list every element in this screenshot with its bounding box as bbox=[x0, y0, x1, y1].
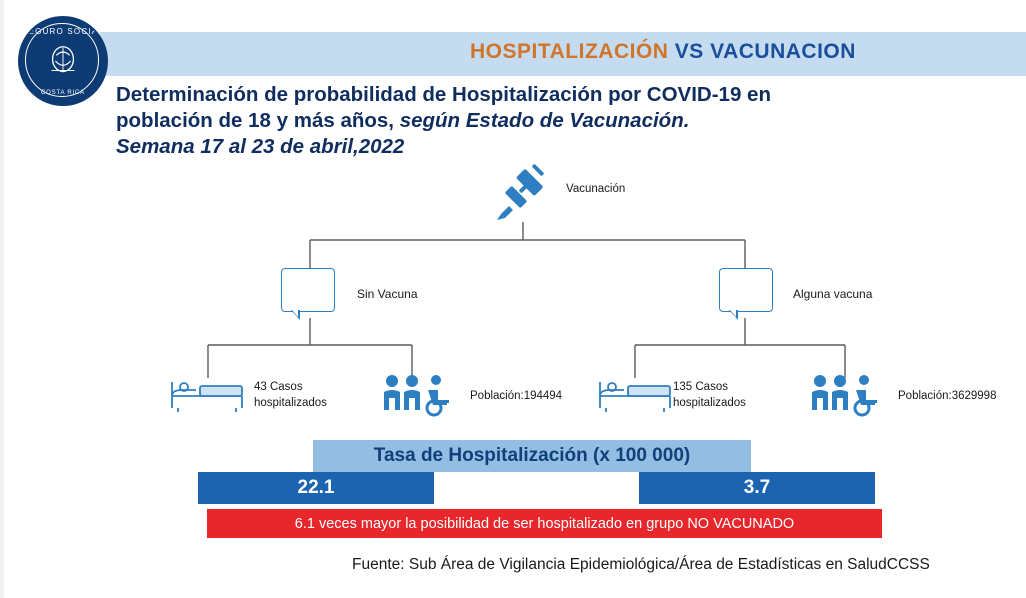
cases-unit-sin-vacuna: hospitalizados bbox=[254, 397, 327, 409]
logo-text-bottom: COSTA RICA bbox=[41, 90, 85, 96]
rate-header: Tasa de Hospitalización (x 100 000) bbox=[313, 440, 751, 472]
rate-value-vaccinated: 3.7 bbox=[639, 472, 875, 504]
branch-label-alguna-vacuna: Alguna vacuna bbox=[793, 287, 873, 301]
rate-value-unvaccinated: 22.1 bbox=[198, 472, 434, 504]
syringe-icon bbox=[497, 164, 544, 220]
population-label-sin-vacuna: Población:194494 bbox=[470, 390, 563, 402]
population-label-alguna-vacuna: Población:3629998 bbox=[898, 390, 997, 402]
hospital-bed-icon-left bbox=[172, 382, 242, 412]
logo-text-top: SEGURO SOCIAL bbox=[22, 27, 104, 36]
title-line-2-italic: según Estado de Vacunación. bbox=[399, 109, 690, 132]
cases-value-alguna-vacuna: 135 Casos bbox=[673, 381, 728, 393]
branch-bubble-sin-vacuna bbox=[281, 268, 335, 312]
conclusion-banner: 6.1 veces mayor la posibilidad de ser hospitalizado en grupo NO VACUNADO bbox=[207, 509, 882, 538]
cases-value-sin-vacuna: 43 Casos bbox=[254, 381, 303, 393]
cases-unit-alguna-vacuna: hospitalizados bbox=[673, 397, 746, 409]
title-line-2-normal: población de 18 y más años, bbox=[116, 109, 400, 132]
source-footer: Fuente: Sub Área de Vigilancia Epidemiológica/Área de Estadísticas en SaludCCSS bbox=[352, 556, 930, 573]
people-group-icon-right bbox=[812, 375, 877, 415]
title-line-3: Semana 17 al 23 de abril,2022 bbox=[116, 135, 405, 158]
people-group-icon-left bbox=[384, 375, 449, 415]
branch-label-sin-vacuna: Sin Vacuna bbox=[357, 287, 418, 301]
branch-bubble-alguna-vacuna bbox=[719, 268, 773, 312]
root-label: Vacunación bbox=[566, 183, 626, 195]
header-title-part2: VS VACUNACION bbox=[674, 40, 856, 63]
title-line-1: Determinación de probabilidad de Hospitalización por COVID-19 en bbox=[116, 83, 771, 106]
hospital-bed-icon-right bbox=[600, 382, 670, 412]
header-title-part1: HOSPITALIZACIÓN bbox=[470, 40, 669, 63]
